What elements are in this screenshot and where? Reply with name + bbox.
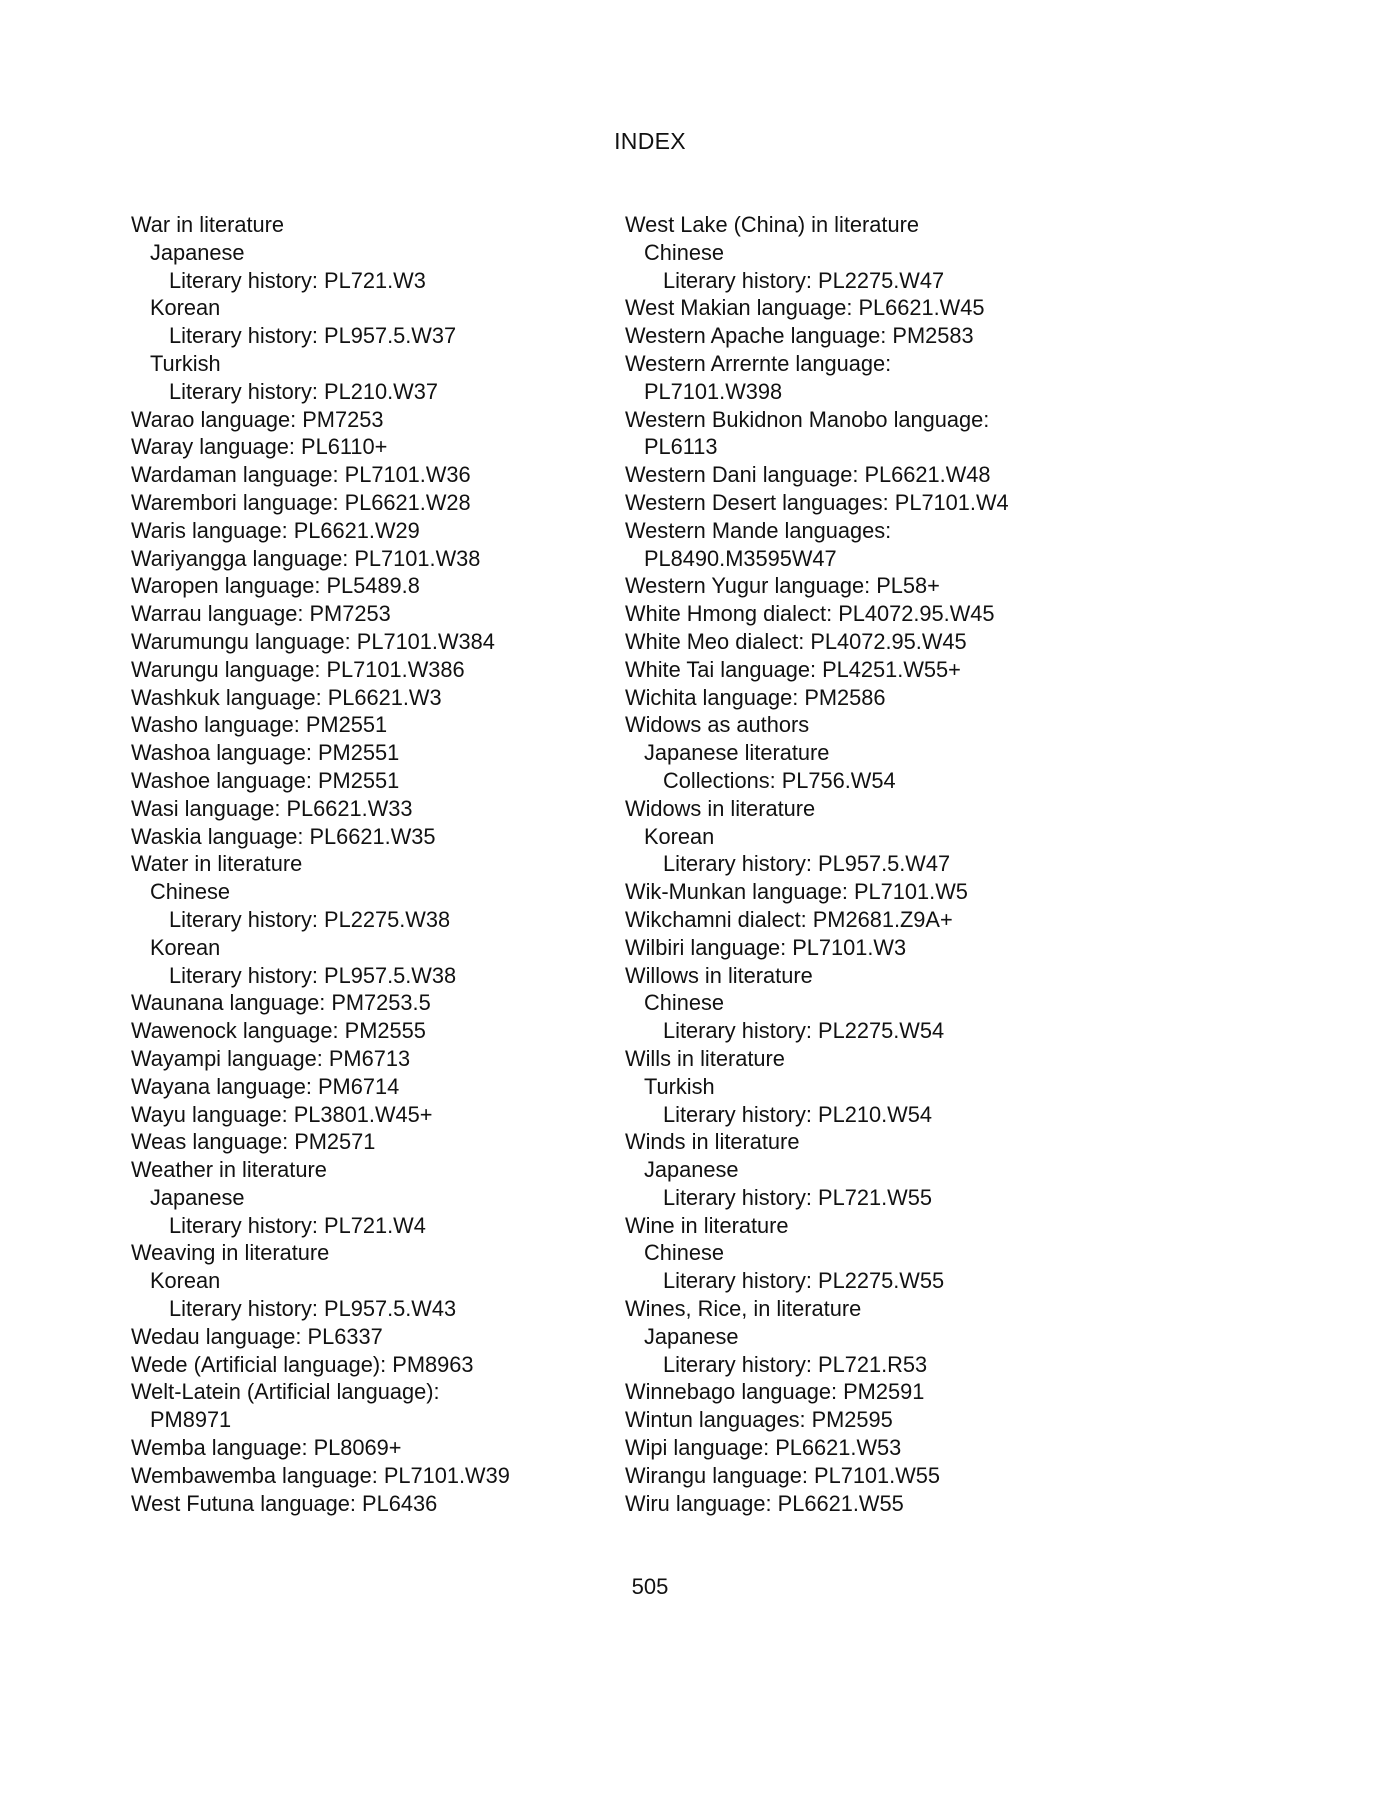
index-subentry: Korean <box>150 295 221 321</box>
index-entry: White Meo dialect: PL4072.95.W45 <box>625 628 967 654</box>
index-subentry: Turkish <box>644 1073 715 1099</box>
index-entry: Washoa language: PM2551 <box>131 740 400 766</box>
page-number: 505 <box>631 1574 669 1599</box>
index-entry: Western Desert languages: PL7101.W4 <box>625 489 1009 515</box>
index-entry: Wintun languages: PM2595 <box>625 1407 893 1433</box>
index-subentry: Literary history: PL957.5.W43 <box>169 1296 457 1322</box>
index-entry: Warumungu language: PL7101.W384 <box>131 628 495 654</box>
index-entry: Western Dani language: PL6621.W48 <box>625 462 991 488</box>
index-subentry: Literary history: PL721.W3 <box>169 267 426 293</box>
index-entry: Warembori language: PL6621.W28 <box>131 489 471 515</box>
index-subentry: PL7101.W398 <box>644 378 783 404</box>
index-subentry: Literary history: PL957.5.W37 <box>169 323 457 349</box>
index-subentry: Chinese <box>644 239 724 265</box>
index-entry: Willows in literature <box>625 962 813 988</box>
index-entry: Wichita language: PM2586 <box>625 684 886 710</box>
index-entry: Wede (Artificial language): PM8963 <box>131 1351 474 1377</box>
index-subentry: Literary history: PL210.W37 <box>169 378 438 404</box>
index-entry: Wilbiri language: PL7101.W3 <box>625 934 907 960</box>
index-subentry: Literary history: PL210.W54 <box>663 1101 932 1127</box>
index-subentry: Korean <box>150 1268 221 1294</box>
index-subentry: Literary history: PL2275.W38 <box>169 906 451 932</box>
index-entry: Widows in literature <box>625 795 816 821</box>
index-subentry: Japanese <box>150 239 245 265</box>
index-entry: West Futuna language: PL6436 <box>131 1490 438 1516</box>
page-title: INDEX <box>614 128 686 154</box>
index-entry: Welt-Latein (Artificial language): <box>131 1379 440 1405</box>
index-column-left <box>131 211 601 1517</box>
index-subentry: Chinese <box>644 1240 724 1266</box>
index-entry: Wiru language: PL6621.W55 <box>625 1490 904 1516</box>
index-entry: Waunana language: PM7253.5 <box>131 990 431 1016</box>
index-subentry: Turkish <box>150 350 221 376</box>
index-entry: Winnebago language: PM2591 <box>625 1379 925 1405</box>
index-entry: Wine in literature <box>625 1212 789 1238</box>
index-entry: Waris language: PL6621.W29 <box>131 517 420 543</box>
index-entry: Wedau language: PL6337 <box>131 1323 383 1349</box>
index-entry: Western Apache language: PM2583 <box>625 323 974 349</box>
index-subentry: Literary history: PL2275.W54 <box>663 1018 945 1044</box>
index-entry: Waray language: PL6110+ <box>131 434 388 460</box>
index-entry: Waropen language: PL5489.8 <box>131 573 420 599</box>
index-entry: Wik-Munkan language: PL7101.W5 <box>625 879 968 905</box>
index-subentry: Japanese literature <box>644 740 830 766</box>
index-entry: West Lake (China) in literature <box>625 212 919 237</box>
index-entry: White Hmong dialect: PL4072.95.W45 <box>625 601 995 627</box>
index-subentry: Chinese <box>644 990 724 1016</box>
index-entry: Western Bukidnon Manobo language: <box>625 406 990 432</box>
index-subentry: Japanese <box>644 1157 739 1183</box>
index-subentry: Chinese <box>150 879 230 905</box>
index-entry: West Makian language: PL6621.W45 <box>625 295 985 321</box>
index-entry: Wipi language: PL6621.W53 <box>625 1435 902 1461</box>
index-subentry: PL6113 <box>644 434 718 460</box>
index-entry: Wayu language: PL3801.W45+ <box>131 1101 433 1127</box>
index-entry: Wills in literature <box>625 1045 785 1071</box>
index-entry: Wirangu language: PL7101.W55 <box>625 1462 941 1488</box>
index-entry: Weas language: PM2571 <box>131 1129 376 1155</box>
index-subentry: Japanese <box>150 1184 245 1210</box>
index-entry: Wasi language: PL6621.W33 <box>131 795 413 821</box>
index-subentry: Literary history: PL2275.W47 <box>663 267 945 293</box>
index-entry: Western Mande languages: <box>625 517 892 543</box>
index-entry: Warrau language: PM7253 <box>131 601 391 627</box>
index-entry: Waskia language: PL6621.W35 <box>131 823 436 849</box>
index-entry: Winds in literature <box>625 1129 800 1155</box>
index-entry: Wembawemba language: PL7101.W39 <box>131 1462 510 1488</box>
index-subentry: Korean <box>644 823 715 849</box>
index-entry: Water in literature <box>131 851 303 877</box>
index-subentry: Korean <box>150 934 221 960</box>
index-entry: Weaving in literature <box>131 1240 330 1266</box>
index-entry: Weather in literature <box>131 1157 327 1183</box>
index-entry: Wayampi language: PM6713 <box>131 1045 411 1071</box>
index-entry: Wines, Rice, in literature <box>625 1296 862 1322</box>
index-entry: Warao language: PM7253 <box>131 406 384 432</box>
index-subentry: Literary history: PL2275.W55 <box>663 1268 945 1294</box>
index-subentry: PL8490.M3595W47 <box>644 545 837 571</box>
index-subentry: PM8971 <box>150 1407 232 1433</box>
index-entry: Washoe language: PM2551 <box>131 767 400 793</box>
index-entry: Wawenock language: PM2555 <box>131 1018 426 1044</box>
index-entry: Wemba language: PL8069+ <box>131 1435 402 1461</box>
index-entry: Widows as authors <box>625 712 810 738</box>
index-entry: Washo language: PM2551 <box>131 712 388 738</box>
index-subentry: Collections: PL756.W54 <box>663 767 896 793</box>
index-entry: Wardaman language: PL7101.W36 <box>131 462 471 488</box>
index-entry: Wariyangga language: PL7101.W38 <box>131 545 481 571</box>
index-entry: Western Yugur language: PL58+ <box>625 573 940 599</box>
index-subentry: Literary history: PL957.5.W38 <box>169 962 457 988</box>
index-entry: Wayana language: PM6714 <box>131 1073 400 1099</box>
index-entry: Wikchamni dialect: PM2681.Z9A+ <box>625 906 953 932</box>
index-entry: Western Arrernte language: <box>625 350 892 376</box>
index-column-right <box>625 211 1095 1517</box>
index-subentry: Literary history: PL957.5.W47 <box>663 851 951 877</box>
index-subentry: Japanese <box>644 1323 739 1349</box>
index-entry: Washkuk language: PL6621.W3 <box>131 684 442 710</box>
index-entry: Warungu language: PL7101.W386 <box>131 656 465 682</box>
index-entry: White Tai language: PL4251.W55+ <box>625 656 961 682</box>
index-entry: War in literature <box>131 212 285 237</box>
index-subentry: Literary history: PL721.R53 <box>663 1351 928 1377</box>
index-subentry: Literary history: PL721.W55 <box>663 1184 932 1210</box>
index-subentry: Literary history: PL721.W4 <box>169 1212 426 1238</box>
